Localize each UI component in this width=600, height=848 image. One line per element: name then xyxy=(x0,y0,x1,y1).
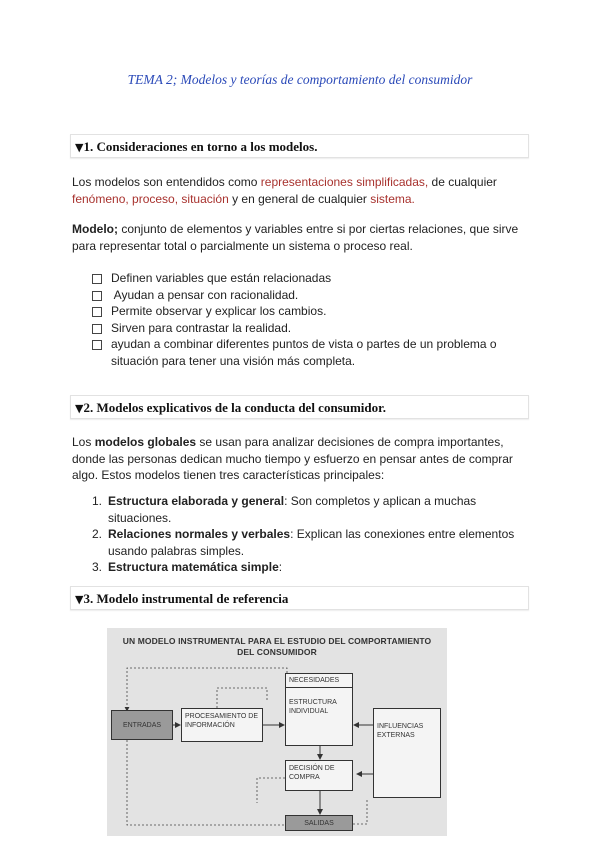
diagram-title: UN MODELO INSTRUMENTAL PARA EL ESTUDIO DEL COMPORTAMIENTO DEL CONSUMIDOR xyxy=(122,636,432,657)
section-2-label: 2. Modelos explicativos de la conducta del consumidor. xyxy=(83,400,386,415)
document-title: TEMA 2; Modelos y teorías de comportamiento del consumidor xyxy=(127,72,473,87)
necesidades-label: NECESIDADES xyxy=(286,674,352,688)
paragraph-modelo: Modelo; conjunto de elementos y variables entre si por ciertas relaciones, que sirve para representar total o parcialmente un sistema o proceso real. xyxy=(72,222,519,253)
section-heading-1[interactable] xyxy=(70,134,529,158)
list-item: 1. Estructura elaborada y general: Son completos y aplican a muchas situaciones. xyxy=(92,494,477,525)
numbered-list xyxy=(92,493,532,576)
list-item: ayudan a combinar diferentes puntos de vista o partes de un problema o situación para tener una visión más completa. xyxy=(92,336,532,369)
checklist xyxy=(92,270,532,370)
collapse-triangle-icon[interactable]: ▼ xyxy=(75,593,84,606)
collapse-triangle-icon[interactable]: ▼ xyxy=(75,141,84,154)
paragraph-models-definition: Los modelos son entendidos como representaciones simplificadas, de cualquier fenómeno, proceso, situación y en general de cualquier sistema. xyxy=(72,175,497,206)
collapse-triangle-icon[interactable]: ▼ xyxy=(75,402,84,415)
checkbox-icon[interactable] xyxy=(92,307,102,317)
section-heading-2[interactable] xyxy=(70,395,529,419)
estructura-group xyxy=(285,673,353,746)
checkbox-icon[interactable] xyxy=(92,324,102,334)
list-item: 3. Estructura matemática simple: xyxy=(92,560,283,575)
paragraph-global-models: Los modelos globales se usan para analizar decisiones de compra importantes, donde las personas dedican mucho tiempo y esfuerzo en pensar antes de comprar algo. Estos modelos tienen tres características principales: xyxy=(72,435,513,482)
list-item: 2. Relaciones normales y verbales: Explican las conexiones entre elementos usando palabras simples. xyxy=(92,527,515,558)
section-1-label: 1. Consideraciones en torno a los modelos. xyxy=(83,139,318,154)
checkbox-icon[interactable] xyxy=(92,291,102,301)
procesamiento-box: PROCESAMIENTO DE INFORMACIÓN xyxy=(181,708,263,742)
checkbox-icon[interactable] xyxy=(92,274,102,284)
list-item: Ayudan a pensar con racionalidad. xyxy=(92,287,532,304)
instrumental-model-diagram xyxy=(107,628,447,836)
list-item: Permite observar y explicar los cambios. xyxy=(92,303,532,320)
list-item: Definen variables que están relacionadas xyxy=(92,270,532,287)
section-heading-3[interactable] xyxy=(70,586,529,610)
decision-box: DECISIÓN DE COMPRA xyxy=(285,760,353,791)
list-item: Sirven para contrastar la realidad. xyxy=(92,320,532,337)
salidas-box: SALIDAS xyxy=(285,815,353,831)
section-3-label: 3. Modelo instrumental de referencia xyxy=(83,591,289,606)
entradas-box: ENTRADAS xyxy=(111,710,173,740)
influencias-box: INFLUENCIAS EXTERNAS xyxy=(373,708,441,798)
checkbox-icon[interactable] xyxy=(92,340,102,350)
estructura-label: ESTRUCTURA INDIVIDUAL xyxy=(289,699,337,715)
